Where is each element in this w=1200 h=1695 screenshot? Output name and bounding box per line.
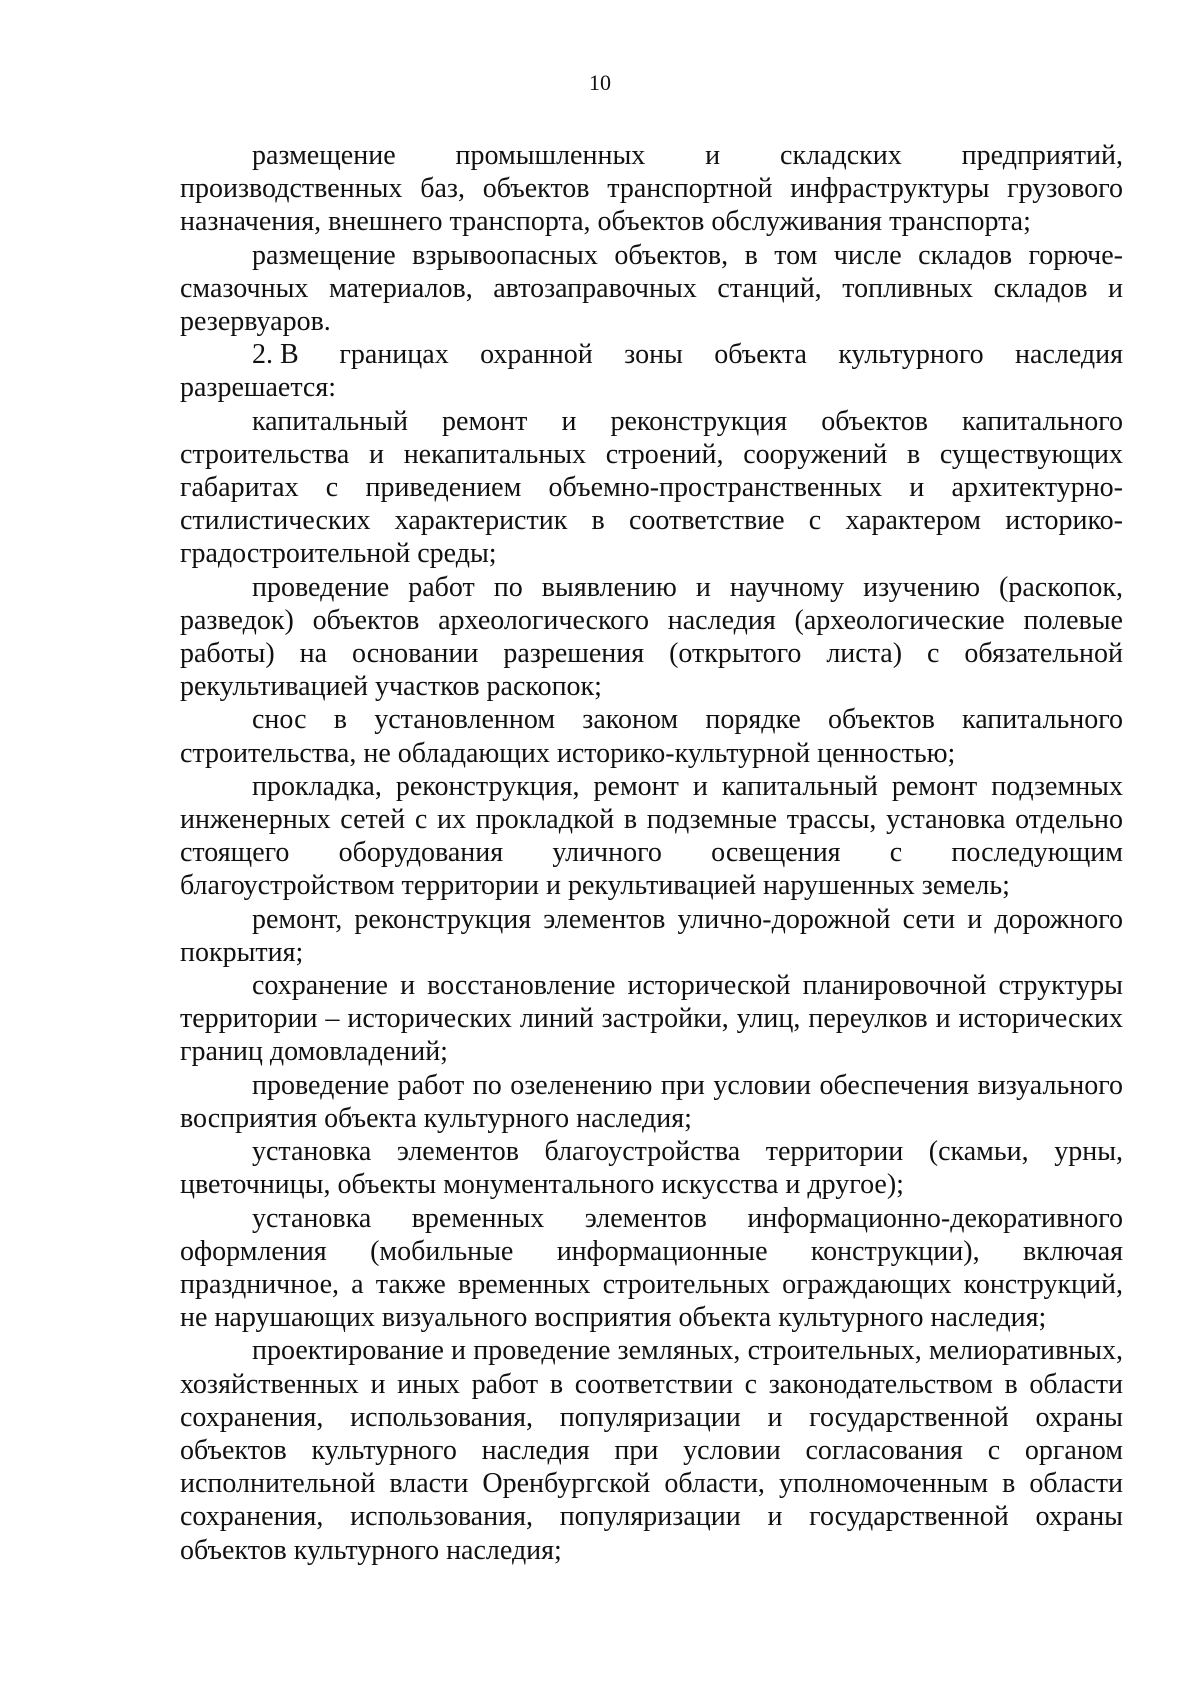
document-body	[180, 139, 1123, 1567]
section-2-heading	[180, 338, 1123, 404]
allowed-item: сохранение и восстановление исторической планировочной структуры территории – исторических линий застройки, улиц, переулков и исторических границ домовладений;	[180, 970, 1123, 1068]
allowed-item: прокладка, реконструкция, ремонт и капитальный ремонт подземных инженерных сетей с их прокладкой в подземные трассы, установка отдельно стоящего оборудования уличного освещения с последующим благоустройством территории и рекультивацией нарушенных земель;	[180, 770, 1123, 902]
section-number: 2. В	[252, 339, 299, 371]
page-number: 10	[589, 70, 611, 95]
allowed-item: проведение работ по озеленению при условии обеспечения визуального восприятия объекта культурного наследия;	[180, 1069, 1123, 1134]
allowed-item: снос в установленном законом порядке объектов капитального строительства, не обладающих историко-культурной ценностью;	[180, 704, 1123, 769]
allowed-item: установка временных элементов информационно-декоративного оформления (мобильные информационные конструкции), включая праздничное, а также временных строительных ограждающих конструкций, не нарушающих визуального восприятия объекта культурного наследия;	[180, 1202, 1123, 1334]
paragraph-industrial-placement: размещение промышленных и складских предприятий, производственных баз, объектов транспортной инфраструктуры грузового назначения, внешнего транспорта, объектов обслуживания транспорта;	[180, 140, 1123, 238]
allowed-item: ремонт, реконструкция элементов улично-дорожной сети и дорожного покрытия;	[180, 903, 1123, 968]
allowed-item: проведение работ по выявлению и научному изучению (раскопок, разведок) объектов археологического наследия (археологические полевые работы) на основании разрешения (открытого листа) с обязательной рекультивацией участков раскопок;	[180, 571, 1123, 703]
allowed-item: капитальный ремонт и реконструкция объектов капитального строительства и некапитальных строений, сооружений в существующих габаритах с приведением объемно-пространственных и архитектурно-стилистических характеристик в соответствие с характером историко-градостроительной среды;	[180, 405, 1123, 570]
allowed-item: установка элементов благоустройства территории (скамьи, урны, цветочницы, объекты монументального искусства и другое);	[180, 1136, 1123, 1201]
paragraph-explosive-objects: размещение взрывоопасных объектов, в том числе складов горюче-смазочных материалов, автозаправочных станций, топливных складов и резервуаров.	[180, 239, 1123, 338]
allowed-item: проектирование и проведение земляных, строительных, мелиоративных, хозяйственных и иных работ в соответствии с законодательством в области сохранения, использования, популяризации и государственной охраны объектов культурного наследия при условии согласования с органом исполнительной власти Оренбургской области, уполномоченным в области сохранения, использования, популяризации и государственной охраны объектов культурного наследия;	[180, 1335, 1123, 1566]
section-2-text: границах охранной зоны объекта культурного наследия разрешается:	[180, 339, 1124, 404]
